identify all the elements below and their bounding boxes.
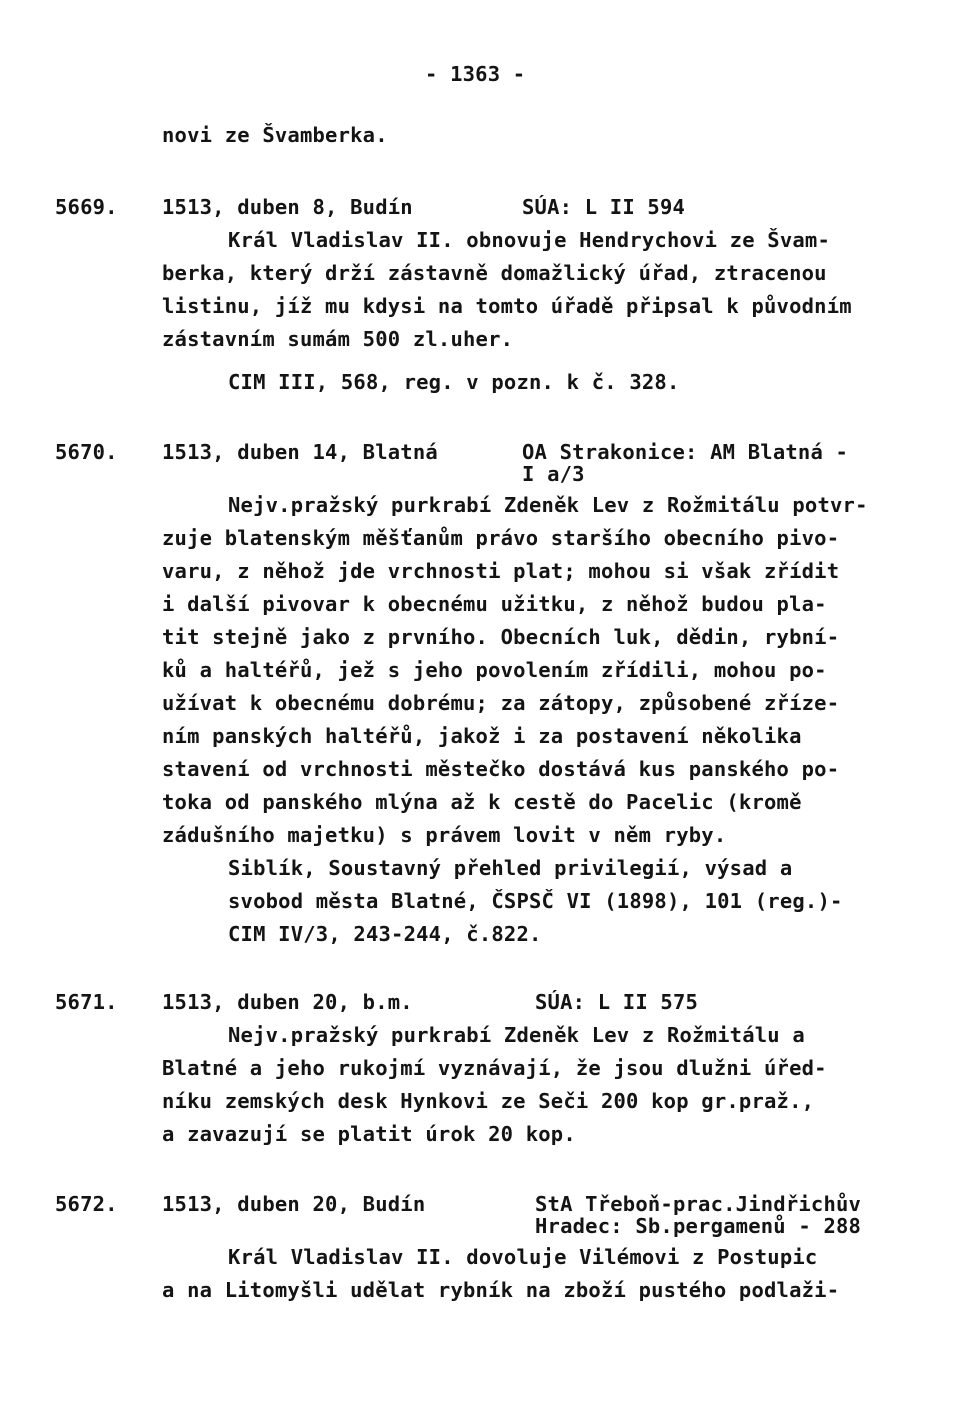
entry-reference: svobod města Blatné, ČSPSČ VI (1898), 101 (reg.)- (228, 889, 843, 913)
entry-number: 5671. (55, 990, 118, 1014)
entry-text-line: Blatné a jeho rukojmí vyznávají, že jsou dlužni úřed- (162, 1056, 827, 1080)
entry-number: 5669. (55, 195, 118, 219)
entry-source: I a/3 (522, 462, 585, 486)
entry-source: SÚA: L II 594 (522, 195, 686, 219)
entry-text-line: toka od panského mlýna až k cestě do Pacelic (kromě (162, 790, 802, 814)
entry-text-line: tit stejně jako z prvního. Obecních luk, dědin, rybní- (162, 625, 840, 649)
entry-text-line: ků a haltéřů, jež s jeho povolením zřídili, mohou po- (162, 658, 827, 682)
entry-source: SÚA: L II 575 (535, 990, 699, 1014)
entry-text-line: varu, z něhož jde vrchnosti plat; mohou si však zřídit (162, 559, 840, 583)
entry-text-line: Král Vladislav II. dovoluje Vilémovi z Postupic (228, 1245, 818, 1269)
entry-text-line: i další pivovar k obecnému užitku, z něhož budou pla- (162, 592, 827, 616)
entry-text-line: a na Litomyšli udělat rybník na zboží pustého podlaži- (162, 1278, 840, 1302)
entry-number: 5672. (55, 1192, 118, 1216)
entry-text-line: a zavazují se platit úrok 20 kop. (162, 1122, 576, 1146)
entry-text-line: Nejv.pražský purkrabí Zdeněk Lev z Rožmitálu a (228, 1023, 805, 1047)
entry-source: Hradec: Sb.pergamenů - 288 (535, 1214, 862, 1238)
entry-text-line: listinu, jíž mu kdysi na tomto úřadě připsal k původním (162, 294, 852, 318)
entry-text-line: berka, který drží zástavně domažlický úřad, ztracenou (162, 261, 827, 285)
continuation-text: novi ze Švamberka. (162, 123, 388, 147)
entry-header: 1513, duben 14, Blatná (162, 440, 438, 464)
entry-text-line: zuje blatenským měšťanům právo staršího obecního pivo- (162, 526, 840, 550)
entry-header: 1513, duben 8, Budín (162, 195, 413, 219)
entry-reference: CIM III, 568, reg. v pozn. k č. 328. (228, 370, 680, 394)
page-number: - 1363 - (425, 62, 526, 86)
entry-source: StA Třeboň-prac.Jindřichův (535, 1192, 862, 1216)
entry-text-line: zástavním sumám 500 zl.uher. (162, 327, 514, 351)
entry-number: 5670. (55, 440, 118, 464)
entry-header: 1513, duben 20, Budín (162, 1192, 426, 1216)
entry-text-line: stavení od vrchnosti městečko dostává kus panského po- (162, 757, 840, 781)
entry-header: 1513, duben 20, b.m. (162, 990, 413, 1014)
entry-text-line: zádušního majetku) s právem lovit v něm ryby. (162, 823, 727, 847)
entry-reference: Siblík, Soustavný přehled privilegií, výsad a (228, 856, 793, 880)
entry-reference: CIM IV/3, 243-244, č.822. (228, 922, 542, 946)
entry-text-line: Král Vladislav II. obnovuje Hendrychovi ze Švam- (228, 228, 831, 252)
entry-text-line: níku zemských desk Hynkovi ze Seči 200 kop gr.praž., (162, 1089, 815, 1113)
entry-text-line: Nejv.pražský purkrabí Zdeněk Lev z Rožmitálu potvr- (228, 493, 868, 517)
entry-text-line: užívat k obecnému dobrému; za zátopy, způsobené zříze- (162, 691, 840, 715)
entry-source: OA Strakonice: AM Blatná - (522, 440, 849, 464)
entry-text-line: ním panských haltéřů, jakož i za postavení několika (162, 724, 802, 748)
